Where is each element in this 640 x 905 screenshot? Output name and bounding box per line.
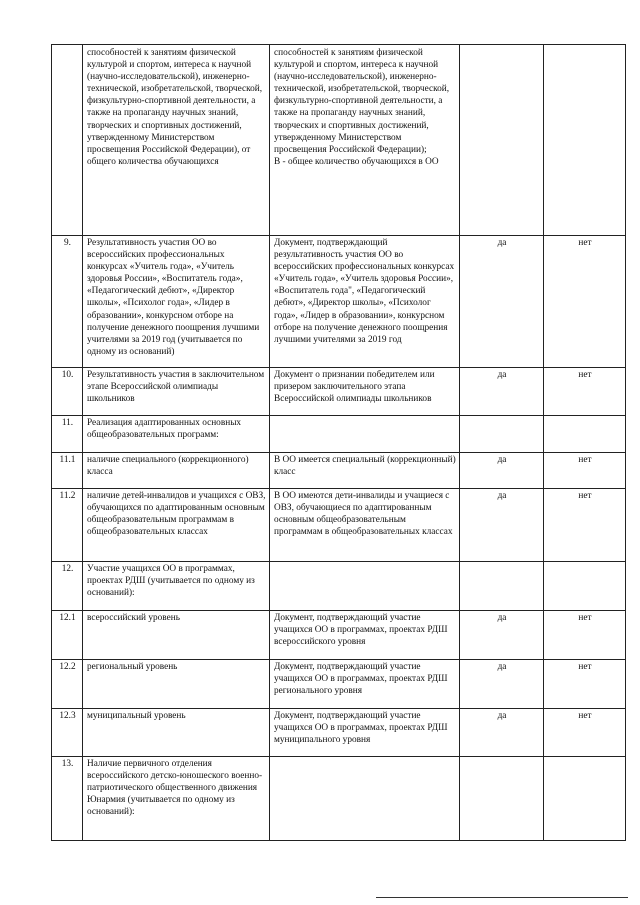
table-row <box>52 562 626 611</box>
criterion-cell: наличие специального (коррекционного) класса <box>83 453 270 489</box>
no-cell <box>544 416 626 453</box>
criterion-cell: Участие учащихся ОО в программах, проектах РДШ (учитывается по одному из оснований): <box>83 562 270 611</box>
confirmation-cell: Документ, подтверждающий участие учащихся ОО в программах, проектах РДШ регионального уровня <box>270 660 460 709</box>
row-number: 11.2 <box>52 489 83 562</box>
row-number: 11.1 <box>52 453 83 489</box>
confirmation-cell: способностей к занятиям физической культурой и спортом, интереса к научной (научно-исследовательской), инженерно-технической, изобретательской, творческой, физкультурно-спортивной деятельности, а также на пропаганду научных знаний, творческих и спортивных достижений, утвержденному Министерством просвещения Российской Федерации); B - общее количество обучающихся в ОО <box>270 45 460 236</box>
table-row <box>52 45 626 236</box>
criterion-cell: региональный уровень <box>83 660 270 709</box>
confirmation-cell <box>270 562 460 611</box>
yes-cell <box>460 416 544 453</box>
criterion-cell: Реализация адаптированных основных общеобразовательных программ: <box>83 416 270 453</box>
row-number: 13. <box>52 757 83 841</box>
criteria-table <box>51 44 626 841</box>
table-row <box>52 368 626 416</box>
yes-cell <box>460 45 544 236</box>
yes-cell: да <box>460 489 544 562</box>
yes-cell: да <box>460 611 544 660</box>
yes-cell <box>460 757 544 841</box>
criterion-cell: муниципальный уровень <box>83 709 270 757</box>
confirmation-cell: Документ, подтверждающий участие учащихся ОО в программах, проектах РДШ всероссийского уровня <box>270 611 460 660</box>
yes-cell: да <box>460 236 544 368</box>
row-number: 12.1 <box>52 611 83 660</box>
confirmation-cell <box>270 757 460 841</box>
row-number: 10. <box>52 368 83 416</box>
no-cell: нет <box>544 368 626 416</box>
confirmation-cell: Документ, подтверждающий участие учащихся ОО в программах, проектах РДШ муниципального уровня <box>270 709 460 757</box>
no-cell: нет <box>544 236 626 368</box>
criterion-cell: Результативность участия в заключительном этапе Всероссийской олимпиады школьников <box>83 368 270 416</box>
row-number: 9. <box>52 236 83 368</box>
table-row <box>52 453 626 489</box>
table-row <box>52 489 626 562</box>
no-cell: нет <box>544 453 626 489</box>
no-cell: нет <box>544 611 626 660</box>
row-number: 12.3 <box>52 709 83 757</box>
table-row <box>52 660 626 709</box>
no-cell: нет <box>544 709 626 757</box>
confirmation-cell <box>270 416 460 453</box>
criterion-cell: способностей к занятиям физической культурой и спортом, интереса к научной (научно-исследовательской), инженерно-технической, изобретательской, творческой, физкультурно-спортивной деятельности, а также на пропаганду научных знаний, творческих и спортивных достижений, утвержденному Министерством просвещения Российской Федерации), от общего количества обучающихся <box>83 45 270 236</box>
no-cell: нет <box>544 489 626 562</box>
row-number: 11. <box>52 416 83 453</box>
criterion-cell: Наличие первичного отделения всероссийского детско-юношеского военно-патриотического общественного движения Юнармия (учитывается по одному из оснований): <box>83 757 270 841</box>
table-row <box>52 416 626 453</box>
row-number <box>52 45 83 236</box>
confirmation-cell: В ОО имеются дети-инвалиды и учащиеся с ОВЗ, обучающиеся по адаптированным основным общеобразовательным программам в общеобразовательных классах <box>270 489 460 562</box>
yes-cell: да <box>460 368 544 416</box>
row-number: 12.2 <box>52 660 83 709</box>
table-row <box>52 757 626 841</box>
no-cell <box>544 562 626 611</box>
no-cell <box>544 45 626 236</box>
row-number: 12. <box>52 562 83 611</box>
confirmation-cell: Документ, подтверждающий результативность участия ОО во всероссийских профессиональных конкурсах «Учитель года», «Учитель здоровья России», «Воспитатель года", «Педагогический дебют», «Директор школы», «Психолог года», «Лидер в образовании», конкурсном отборе на получение денежного поощрения лучшими учителями за 2019 год <box>270 236 460 368</box>
yes-cell <box>460 562 544 611</box>
yes-cell: да <box>460 453 544 489</box>
scan-edge-line <box>376 897 628 898</box>
no-cell <box>544 757 626 841</box>
criterion-cell: наличие детей-инвалидов и учащихся с ОВЗ, обучающихся по адаптированным основным общеобразовательным программам в общеобразовательных классах <box>83 489 270 562</box>
table-row <box>52 611 626 660</box>
yes-cell: да <box>460 660 544 709</box>
yes-cell: да <box>460 709 544 757</box>
table-row <box>52 709 626 757</box>
criterion-cell: всероссийский уровень <box>83 611 270 660</box>
table-row <box>52 236 626 368</box>
criterion-cell: Результативность участия ОО во всероссийских профессиональных конкурсах «Учитель года», «Учитель здоровья России», «Воспитатель года», «Педагогический дебют», «Директор школы», «Психолог года», «Лидер в образовании», конкурсном отборе на получение денежного поощрения лучшими учителями за 2019 год (учитывается по одному из оснований) <box>83 236 270 368</box>
confirmation-cell: Документ о признании победителем или призером заключительного этапа Всероссийской олимпиады школьников <box>270 368 460 416</box>
confirmation-cell: В ОО имеется специальный (коррекционный) класс <box>270 453 460 489</box>
no-cell: нет <box>544 660 626 709</box>
